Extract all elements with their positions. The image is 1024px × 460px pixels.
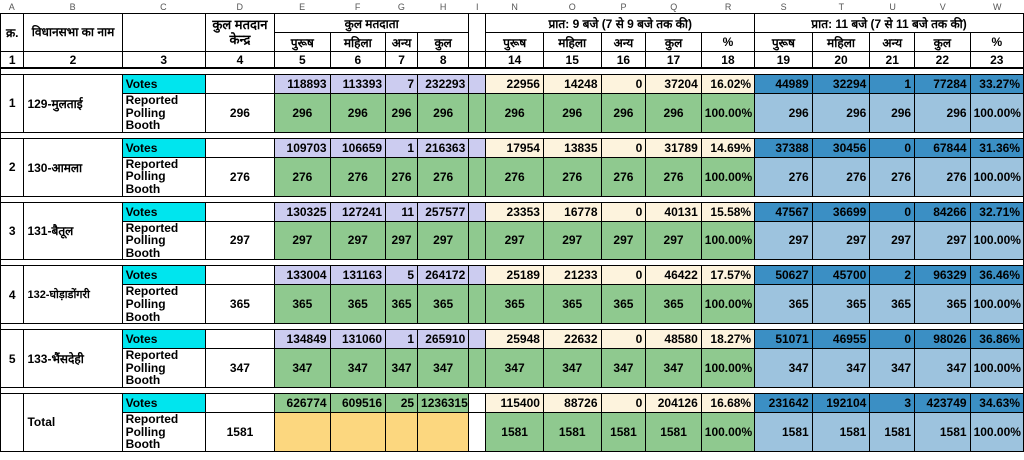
eleven-total: 84266 bbox=[915, 202, 970, 221]
col-letter-d[interactable]: D bbox=[205, 0, 274, 13]
table-row-reported[interactable] bbox=[1, 349, 1024, 388]
header-narrow-col bbox=[469, 14, 486, 52]
reported-voters-male: 365 bbox=[275, 285, 330, 324]
voters-total: 264172 bbox=[418, 266, 469, 285]
eleven-other: 1 bbox=[870, 75, 915, 94]
num-p: 16 bbox=[601, 52, 646, 69]
header-group-9am: प्रात: 9 बजे (7 से 9 बजे तक की) bbox=[486, 14, 755, 33]
header-voters-total: कुल bbox=[418, 33, 469, 52]
eleven-other: 0 bbox=[870, 138, 915, 157]
total-voters-female: 609516 bbox=[330, 393, 385, 412]
eleven-pct: 36.46% bbox=[970, 266, 1023, 285]
narrow-cell bbox=[469, 412, 486, 451]
nine-rep-total: 276 bbox=[646, 157, 701, 196]
nine-male: 23353 bbox=[486, 202, 544, 221]
eleven-male: 44989 bbox=[755, 75, 813, 94]
reported-label: Reported Polling Booth bbox=[122, 221, 205, 260]
reported-voters-male: 296 bbox=[275, 94, 330, 133]
eleven-rep-total: 365 bbox=[915, 285, 970, 324]
eleven-rep-total: 297 bbox=[915, 221, 970, 260]
row-constituency: 129-मुलताई bbox=[24, 75, 122, 133]
num-h: 8 bbox=[418, 52, 469, 69]
reported-voters-other: 276 bbox=[386, 157, 418, 196]
voters-other: 11 bbox=[386, 202, 418, 221]
nine-female: 14248 bbox=[543, 75, 601, 94]
narrow-cell bbox=[469, 285, 486, 324]
eleven-other: 0 bbox=[870, 202, 915, 221]
voters-female: 131163 bbox=[330, 266, 385, 285]
booths-blank bbox=[205, 393, 274, 412]
votes-label: Votes bbox=[122, 202, 205, 221]
narrow-cell bbox=[469, 266, 486, 285]
eleven-other: 2 bbox=[870, 266, 915, 285]
total-eleven-rep-female: 1581 bbox=[812, 412, 870, 451]
narrow-cell bbox=[469, 330, 486, 349]
num-d: 4 bbox=[205, 52, 274, 69]
eleven-rep-male: 365 bbox=[755, 285, 813, 324]
num-s: 19 bbox=[755, 52, 813, 69]
voters-female: 106659 bbox=[330, 138, 385, 157]
col-letter-u[interactable]: U bbox=[870, 0, 915, 13]
nine-rep-other: 296 bbox=[601, 94, 646, 133]
num-w: 23 bbox=[970, 52, 1023, 69]
nine-other: 0 bbox=[601, 266, 646, 285]
votes-label: Votes bbox=[122, 393, 205, 412]
narrow-cell bbox=[469, 75, 486, 94]
reported-label: Reported Polling Booth bbox=[122, 412, 205, 451]
header-9am-other: अन्य bbox=[601, 33, 646, 52]
total-eleven-rep-male: 1581 bbox=[755, 412, 813, 451]
voters-other: 7 bbox=[386, 75, 418, 94]
reported-voters-female: 276 bbox=[330, 157, 385, 196]
eleven-female: 46955 bbox=[812, 330, 870, 349]
narrow-cell bbox=[469, 94, 486, 133]
nine-rep-other: 365 bbox=[601, 285, 646, 324]
nine-other: 0 bbox=[601, 138, 646, 157]
reported-voters-male: 297 bbox=[275, 221, 330, 260]
column-number-row bbox=[1, 52, 1024, 69]
header-9am-total: कुल bbox=[646, 33, 701, 52]
reported-voters-other: 347 bbox=[386, 349, 418, 388]
total-rep-voters-male bbox=[275, 412, 330, 451]
table-row[interactable] bbox=[1, 202, 1024, 221]
num-n: 14 bbox=[486, 52, 544, 69]
row-sno: 2 bbox=[1, 138, 24, 196]
header-voters-male: पुरूष bbox=[275, 33, 330, 52]
nine-total: 37204 bbox=[646, 75, 701, 94]
total-nine-male: 115400 bbox=[486, 393, 544, 412]
voters-male: 133004 bbox=[275, 266, 330, 285]
header-total-booths: कुल मतदान केन्द्र bbox=[205, 14, 274, 52]
col-letter-p[interactable]: P bbox=[601, 0, 646, 13]
total-nine-rep-pct: 100.00% bbox=[701, 412, 754, 451]
reported-voters-other: 297 bbox=[386, 221, 418, 260]
col-letter-q[interactable]: Q bbox=[646, 0, 702, 13]
row-constituency: 133-भैंसदेही bbox=[24, 330, 122, 388]
booths-blank bbox=[205, 330, 274, 349]
booths-blank bbox=[205, 75, 274, 94]
nine-other: 0 bbox=[601, 202, 646, 221]
total-eleven-female: 192104 bbox=[812, 393, 870, 412]
nine-rep-total: 365 bbox=[646, 285, 701, 324]
reported-voters-total: 276 bbox=[418, 157, 469, 196]
header-11am-pct: % bbox=[970, 33, 1023, 52]
col-letter-w[interactable]: W bbox=[971, 0, 1024, 13]
eleven-rep-other: 365 bbox=[870, 285, 915, 324]
header-spacer bbox=[122, 14, 205, 52]
eleven-rep-total: 276 bbox=[915, 157, 970, 196]
eleven-other: 0 bbox=[870, 330, 915, 349]
row-constituency: 130-आमला bbox=[24, 138, 122, 196]
voters-female: 131060 bbox=[330, 330, 385, 349]
nine-rep-pct: 100.00% bbox=[701, 221, 754, 260]
eleven-pct: 33.27% bbox=[970, 75, 1023, 94]
col-letter-n[interactable]: N bbox=[486, 0, 544, 13]
nine-rep-total: 296 bbox=[646, 94, 701, 133]
nine-pct: 17.57% bbox=[701, 266, 754, 285]
total-eleven-rep-other: 1581 bbox=[870, 412, 915, 451]
nine-rep-total: 297 bbox=[646, 221, 701, 260]
nine-other: 0 bbox=[601, 75, 646, 94]
num-t: 20 bbox=[812, 52, 870, 69]
narrow-cell bbox=[469, 393, 486, 412]
total-nine-pct: 16.68% bbox=[701, 393, 754, 412]
nine-rep-other: 276 bbox=[601, 157, 646, 196]
total-row[interactable] bbox=[1, 393, 1024, 412]
reported-voters-total: 347 bbox=[418, 349, 469, 388]
nine-female: 16778 bbox=[543, 202, 601, 221]
booths-count: 296 bbox=[205, 94, 274, 133]
header-sno: क्र. bbox=[1, 14, 24, 52]
nine-rep-female: 365 bbox=[543, 285, 601, 324]
nine-total: 46422 bbox=[646, 266, 701, 285]
num-a: 1 bbox=[1, 52, 24, 69]
booths-blank bbox=[205, 138, 274, 157]
col-letter-e[interactable]: E bbox=[274, 0, 330, 13]
header-11am-total: कुल bbox=[915, 33, 970, 52]
reported-label: Reported Polling Booth bbox=[122, 349, 205, 388]
reported-label: Reported Polling Booth bbox=[122, 285, 205, 324]
voters-total: 257577 bbox=[418, 202, 469, 221]
reported-voters-female: 296 bbox=[330, 94, 385, 133]
voters-total: 216363 bbox=[418, 138, 469, 157]
total-nine-total: 204126 bbox=[646, 393, 701, 412]
total-nine-other: 0 bbox=[601, 393, 646, 412]
eleven-rep-other: 347 bbox=[870, 349, 915, 388]
nine-pct: 18.27% bbox=[701, 330, 754, 349]
eleven-total: 77284 bbox=[915, 75, 970, 94]
nine-total: 31789 bbox=[646, 138, 701, 157]
voters-male: 130325 bbox=[275, 202, 330, 221]
booths-count: 347 bbox=[205, 349, 274, 388]
booths-count: 276 bbox=[205, 157, 274, 196]
reported-voters-male: 276 bbox=[275, 157, 330, 196]
votes-label: Votes bbox=[122, 138, 205, 157]
eleven-male: 37388 bbox=[755, 138, 813, 157]
nine-rep-male: 347 bbox=[486, 349, 544, 388]
reported-voters-other: 296 bbox=[386, 94, 418, 133]
eleven-rep-pct: 100.00% bbox=[970, 221, 1023, 260]
votes-label: Votes bbox=[122, 75, 205, 94]
reported-voters-male: 347 bbox=[275, 349, 330, 388]
col-letter-i[interactable]: I bbox=[469, 0, 486, 13]
header-row-1 bbox=[1, 14, 1024, 33]
table-row[interactable] bbox=[1, 75, 1024, 94]
col-letter-v[interactable]: V bbox=[915, 0, 971, 13]
row-sno: 5 bbox=[1, 330, 24, 388]
total-label: Total bbox=[24, 393, 122, 451]
col-letter-s[interactable]: S bbox=[755, 0, 813, 13]
total-nine-rep-male: 1581 bbox=[486, 412, 544, 451]
reported-voters-female: 365 bbox=[330, 285, 385, 324]
num-v: 22 bbox=[915, 52, 970, 69]
num-r: 18 bbox=[701, 52, 754, 69]
num-e: 5 bbox=[275, 52, 330, 69]
total-voters-male: 626774 bbox=[275, 393, 330, 412]
total-nine-rep-total: 1581 bbox=[646, 412, 701, 451]
nine-total: 48580 bbox=[646, 330, 701, 349]
voters-total: 232293 bbox=[418, 75, 469, 94]
total-sno bbox=[1, 393, 24, 451]
eleven-rep-female: 347 bbox=[812, 349, 870, 388]
num-g: 7 bbox=[386, 52, 418, 69]
header-group-total-voters: कुल मतदाता bbox=[275, 14, 469, 33]
voters-male: 134849 bbox=[275, 330, 330, 349]
nine-male: 22956 bbox=[486, 75, 544, 94]
header-voters-other: अन्य bbox=[386, 33, 418, 52]
row-sno: 4 bbox=[1, 266, 24, 324]
eleven-rep-pct: 100.00% bbox=[970, 349, 1023, 388]
data-table bbox=[0, 13, 1024, 452]
column-letter-strip bbox=[0, 0, 1024, 13]
total-row-reported[interactable] bbox=[1, 412, 1024, 451]
col-letter-h[interactable]: H bbox=[417, 0, 468, 13]
reported-voters-total: 296 bbox=[418, 94, 469, 133]
eleven-female: 45700 bbox=[812, 266, 870, 285]
nine-rep-female: 296 bbox=[543, 94, 601, 133]
eleven-rep-pct: 100.00% bbox=[970, 285, 1023, 324]
booths-blank bbox=[205, 266, 274, 285]
reported-voters-female: 347 bbox=[330, 349, 385, 388]
eleven-rep-male: 297 bbox=[755, 221, 813, 260]
nine-rep-pct: 100.00% bbox=[701, 285, 754, 324]
booths-count: 365 bbox=[205, 285, 274, 324]
total-eleven-pct: 34.63% bbox=[970, 393, 1023, 412]
table-row[interactable] bbox=[1, 138, 1024, 157]
nine-rep-other: 347 bbox=[601, 349, 646, 388]
eleven-male: 50627 bbox=[755, 266, 813, 285]
nine-rep-male: 296 bbox=[486, 94, 544, 133]
nine-pct: 16.02% bbox=[701, 75, 754, 94]
row-sno: 1 bbox=[1, 75, 24, 133]
nine-rep-pct: 100.00% bbox=[701, 157, 754, 196]
eleven-rep-total: 347 bbox=[915, 349, 970, 388]
num-f: 6 bbox=[330, 52, 385, 69]
col-letter-a[interactable]: A bbox=[0, 0, 23, 13]
header-11am-other: अन्य bbox=[870, 33, 915, 52]
total-eleven-male: 231642 bbox=[755, 393, 813, 412]
eleven-rep-other: 276 bbox=[870, 157, 915, 196]
nine-male: 17954 bbox=[486, 138, 544, 157]
nine-pct: 15.58% bbox=[701, 202, 754, 221]
eleven-rep-male: 347 bbox=[755, 349, 813, 388]
eleven-rep-total: 296 bbox=[915, 94, 970, 133]
voters-total: 265910 bbox=[418, 330, 469, 349]
voters-female: 127241 bbox=[330, 202, 385, 221]
eleven-rep-male: 276 bbox=[755, 157, 813, 196]
nine-male: 25189 bbox=[486, 266, 544, 285]
num-i bbox=[469, 52, 486, 69]
nine-rep-female: 347 bbox=[543, 349, 601, 388]
reported-voters-total: 297 bbox=[418, 221, 469, 260]
reported-voters-female: 297 bbox=[330, 221, 385, 260]
row-constituency: 131-बैतूल bbox=[24, 202, 122, 260]
eleven-rep-female: 276 bbox=[812, 157, 870, 196]
eleven-rep-other: 296 bbox=[870, 94, 915, 133]
nine-rep-female: 297 bbox=[543, 221, 601, 260]
eleven-pct: 36.86% bbox=[970, 330, 1023, 349]
num-b: 2 bbox=[24, 52, 122, 69]
table-row-reported[interactable] bbox=[1, 157, 1024, 196]
narrow-cell bbox=[469, 157, 486, 196]
nine-male: 25948 bbox=[486, 330, 544, 349]
total-eleven-rep-pct: 100.00% bbox=[970, 412, 1023, 451]
total-nine-rep-female: 1581 bbox=[543, 412, 601, 451]
eleven-female: 32294 bbox=[812, 75, 870, 94]
num-c: 3 bbox=[122, 52, 205, 69]
col-letter-f[interactable]: F bbox=[330, 0, 386, 13]
eleven-total: 67844 bbox=[915, 138, 970, 157]
votes-label: Votes bbox=[122, 266, 205, 285]
votes-label: Votes bbox=[122, 330, 205, 349]
total-eleven-total: 423749 bbox=[915, 393, 970, 412]
nine-rep-total: 347 bbox=[646, 349, 701, 388]
num-u: 21 bbox=[870, 52, 915, 69]
eleven-rep-female: 365 bbox=[812, 285, 870, 324]
eleven-rep-pct: 100.00% bbox=[970, 94, 1023, 133]
nine-female: 22632 bbox=[543, 330, 601, 349]
voters-male: 109703 bbox=[275, 138, 330, 157]
nine-rep-other: 297 bbox=[601, 221, 646, 260]
header-voters-female: महिला bbox=[330, 33, 385, 52]
nine-rep-male: 276 bbox=[486, 157, 544, 196]
eleven-rep-female: 297 bbox=[812, 221, 870, 260]
nine-rep-male: 365 bbox=[486, 285, 544, 324]
row-sno: 3 bbox=[1, 202, 24, 260]
header-9am-pct: % bbox=[701, 33, 754, 52]
eleven-female: 36699 bbox=[812, 202, 870, 221]
nine-rep-female: 276 bbox=[543, 157, 601, 196]
table-row[interactable] bbox=[1, 330, 1024, 349]
total-voters-total: 1236315 bbox=[418, 393, 469, 412]
nine-female: 13835 bbox=[543, 138, 601, 157]
nine-rep-pct: 100.00% bbox=[701, 349, 754, 388]
nine-pct: 14.69% bbox=[701, 138, 754, 157]
nine-total: 40131 bbox=[646, 202, 701, 221]
reported-label: Reported Polling Booth bbox=[122, 157, 205, 196]
eleven-pct: 32.71% bbox=[970, 202, 1023, 221]
narrow-cell bbox=[469, 138, 486, 157]
total-rep-voters-female bbox=[330, 412, 385, 451]
header-11am-male: पुरूष bbox=[755, 33, 813, 52]
eleven-rep-other: 297 bbox=[870, 221, 915, 260]
header-9am-male: पुरूष bbox=[486, 33, 544, 52]
row-constituency: 132-घोड़ाडोंगरी bbox=[24, 266, 122, 324]
nine-other: 0 bbox=[601, 330, 646, 349]
header-constituency: विधानसभा का नाम bbox=[24, 14, 122, 52]
total-eleven-other: 3 bbox=[870, 393, 915, 412]
eleven-rep-pct: 100.00% bbox=[970, 157, 1023, 196]
eleven-male: 51071 bbox=[755, 330, 813, 349]
total-voters-other: 25 bbox=[386, 393, 418, 412]
num-q: 17 bbox=[646, 52, 701, 69]
eleven-rep-female: 296 bbox=[812, 94, 870, 133]
total-nine-rep-other: 1581 bbox=[601, 412, 646, 451]
eleven-pct: 31.36% bbox=[970, 138, 1023, 157]
booths-blank bbox=[205, 202, 274, 221]
header-9am-female: महिला bbox=[543, 33, 601, 52]
nine-female: 21233 bbox=[543, 266, 601, 285]
col-letter-b[interactable]: B bbox=[23, 0, 121, 13]
voters-other: 1 bbox=[386, 330, 418, 349]
narrow-cell bbox=[469, 349, 486, 388]
narrow-cell bbox=[469, 202, 486, 221]
nine-rep-male: 297 bbox=[486, 221, 544, 260]
voters-female: 113393 bbox=[330, 75, 385, 94]
col-letter-r[interactable]: R bbox=[701, 0, 754, 13]
table-row-reported[interactable] bbox=[1, 285, 1024, 324]
table-row[interactable] bbox=[1, 266, 1024, 285]
nine-rep-pct: 100.00% bbox=[701, 94, 754, 133]
total-nine-female: 88726 bbox=[543, 393, 601, 412]
col-letter-t[interactable]: T bbox=[812, 0, 870, 13]
table-row-reported[interactable] bbox=[1, 221, 1024, 260]
total-rep-voters-other bbox=[386, 412, 418, 451]
eleven-female: 30456 bbox=[812, 138, 870, 157]
header-11am-female: महिला bbox=[812, 33, 870, 52]
eleven-rep-male: 296 bbox=[755, 94, 813, 133]
eleven-male: 47567 bbox=[755, 202, 813, 221]
total-booths-count: 1581 bbox=[205, 412, 274, 451]
col-letter-c[interactable]: C bbox=[122, 0, 205, 13]
narrow-cell bbox=[469, 221, 486, 260]
col-letter-g[interactable]: G bbox=[385, 0, 417, 13]
table-row-reported[interactable] bbox=[1, 94, 1024, 133]
eleven-total: 98026 bbox=[915, 330, 970, 349]
col-letter-o[interactable]: O bbox=[543, 0, 601, 13]
voters-male: 118893 bbox=[275, 75, 330, 94]
voters-other: 1 bbox=[386, 138, 418, 157]
booths-count: 297 bbox=[205, 221, 274, 260]
reported-label: Reported Polling Booth bbox=[122, 94, 205, 133]
header-group-11am: प्रात: 11 बजे (7 से 11 बजे तक की) bbox=[755, 14, 1024, 33]
voters-other: 5 bbox=[386, 266, 418, 285]
total-eleven-rep-total: 1581 bbox=[915, 412, 970, 451]
total-rep-voters-total bbox=[418, 412, 469, 451]
eleven-total: 96329 bbox=[915, 266, 970, 285]
num-o: 15 bbox=[543, 52, 601, 69]
reported-voters-total: 365 bbox=[418, 285, 469, 324]
reported-voters-other: 365 bbox=[386, 285, 418, 324]
